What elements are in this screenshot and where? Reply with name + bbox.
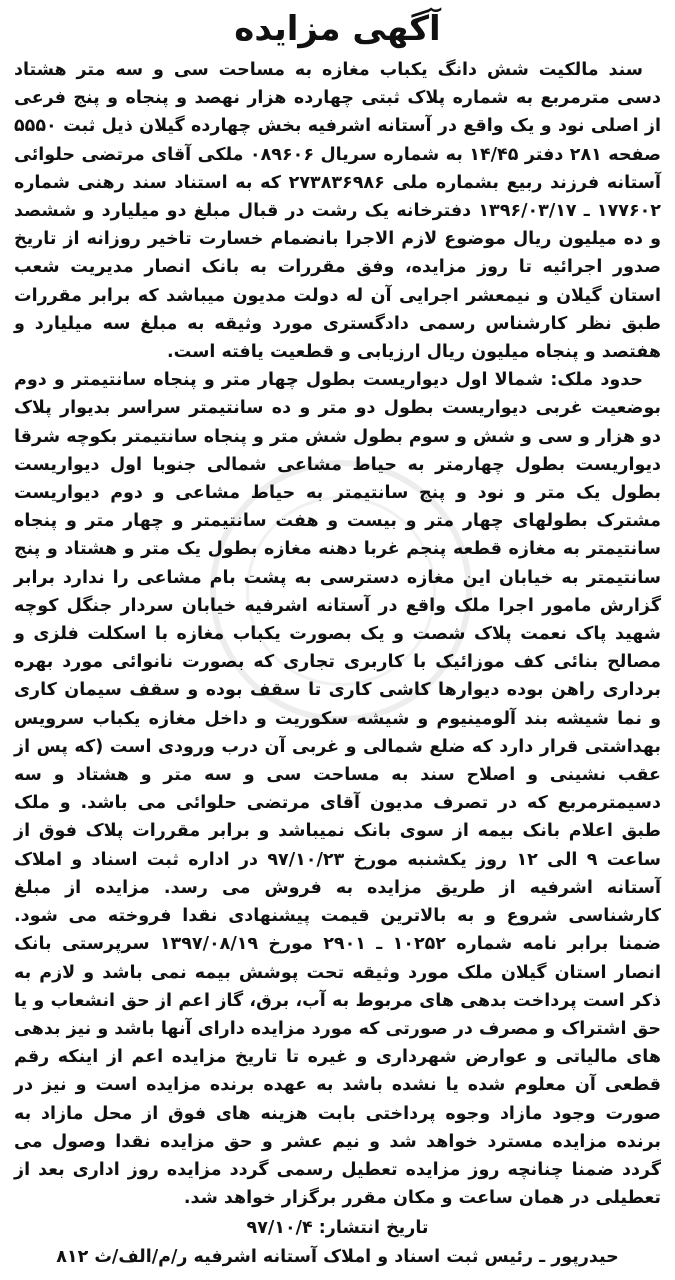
- notice-paragraph-property-description: سند مالکیت شش دانگ یکباب مغازه به مساحت سی و سه متر هشتاد دسی مترمربع به شماره پلاک ثبتی چهارده هزار نهصد و پنجاه و پنج فرعی از اصلی نود و یک واقع در آستانه اشرفیه بخش چهارده گیلان ذیل ثبت ۵۵۵۰ صفحه ۲۸۱ دفتر ۱۴/۴۵ به شماره سریال ۰۸۹۶۰۶ ملکی آقای مرتضی حلوائی آستانه فرزند ربیع بشماره ملی ۲۷۳۸۳۶۹۸۶ که به استناد سند رهنی شماره ۱۷۷۶۰۲ ـ ۱۳۹۶/۰۳/۱۷ دفترخانه یک رشت در قبال مبلغ دو میلیارد و ششصد و ده میلیون ریال موضوع لازم الاجرا بانضمام خسارت تاخیر روزانه از تاریخ صدور اجرائیه تا روز مزایده، وفق مقررات به بانک انصار مدیریت شعب استان گیلان و نیمعشر اجرایی آن له دولت مدیون میباشد که برابر مقررات طبق نظر کارشناس رسمی دادگستری مورد وثیقه به مبلغ سه میلیارد و هفتصد و پنجاه میلیون ریال ارزیابی و قطعیت یافته است.: [14, 60, 662, 363]
- publish-date: تاریخ انتشار: ۹۷/۱۰/۴: [246, 1218, 429, 1239]
- signature-line: حیدرپور ـ رئیس ثبت اسناد و املاک آستانه اشرفیه ر/م/الف/ث ۸۱۲: [56, 1246, 619, 1267]
- notice-title: آگهی مزایده: [234, 9, 441, 49]
- notice-paragraph-property-boundaries: حدود ملک: شمالا اول دیواریست بطول چهار متر و پنجاه سانتیمتر و دوم بوضعیت غربی دیواریست بطول دو متر و ده سانتیمتر سراسر بدیوار پلاک دو هزار و سی و شش و سوم بطول شش متر و پنجاه سانتیمتر بکوچه شرقا دیواریست بطول چهارمتر به حیاط مشاعی شمالی جنوبا اول دیواریست بطول یک متر و نود و پنج سانتیمتر به حیاط مشاعی و دوم دیواریست مشترک بطولهای چهار متر و بیست و هفت سانتیمتر و چهار متر و پنجاه سانتیمتر به مغازه قطعه پنجم غربا دهنه مغازه بطول یک متر و هشتاد و پنج سانتیمتر به خیابان این مغازه دسترسی به پشت بام مشاعی را ندارد برابر گزارش مامور اجرا ملک واقع در آستانه اشرفیه خیابان سردار جنگل کوچه شهید پاک نعمت پلاک شصت و یک بصورت یکباب مغازه با اسکلت فلزی و مصالح بنائی کف موزائیک با کاربری تجاری که بصورت نانوائی مورد بهره برداری راهن بوده دیوارها کاشی کاری تا سقف بوده و سقف سیمان کاری و نما شیشه بند آلومینیوم و شیشه سکوریت و داخل مغازه یکباب سرویس بهداشتی قرار دارد که ضلع شمالی و غربی آن درب ورودی است (که پس از عقب نشینی و اصلاح سند به مساحت سی و سه متر و هشتاد و سه دسیمترمربع که در تصرف مدیون آقای مرتضی حلوائی می باشد. و ملک طبق اعلام بانک بیمه از سوی بانک نمیباشد و برابر مقررات پلاک فوق از ساعت ۹ الی ۱۲ روز یکشنبه مورخ ۹۷/۱۰/۲۳ در اداره ثبت اسناد و املاک آستانه اشرفیه از طریق مزایده به فروش می رسد. مزایده از مبلغ کارشناسی شروع و به بالاترین قیمت پیشنهادی نقدا فروخته می شود. ضمنا برابر نامه شماره ۱۰۲۵۲ ـ ۲۹۰۱ مورخ ۱۳۹۷/۰۸/۱۹ سرپرستی بانک انصار استان گیلان ملک مورد وثیقه تحت پوشش بیمه نمی باشد و لازم به ذکر است پرداخت بدهی های مربوط به آب، برق، گاز اعم از حق انشعاب و یا حق اشتراک و مصرف در صورتی که مورد مزایده دارای آنها باشد و نیز بدهی های مالیاتی و عوارض شهرداری و غیره تا تاریخ مزایده اعم از اینکه رقم قطعی آن معلوم شده یا نشده باشد به عهده برنده مزایده است و نیز در صورت وجود مازاد وجوه پرداختی بابت هزینه های فوق از محل مازاد به برنده مزایده مسترد خواهد شد و نیم عشر و حق مزایده نقدا وصول می گردد ضمنا چنانچه روز مزایده تعطیل رسمی گردد مزایده روز اداری بعد از تعطیلی در همان ساعت و مکان مقرر برگزار خواهد شد.: [13, 370, 662, 1209]
